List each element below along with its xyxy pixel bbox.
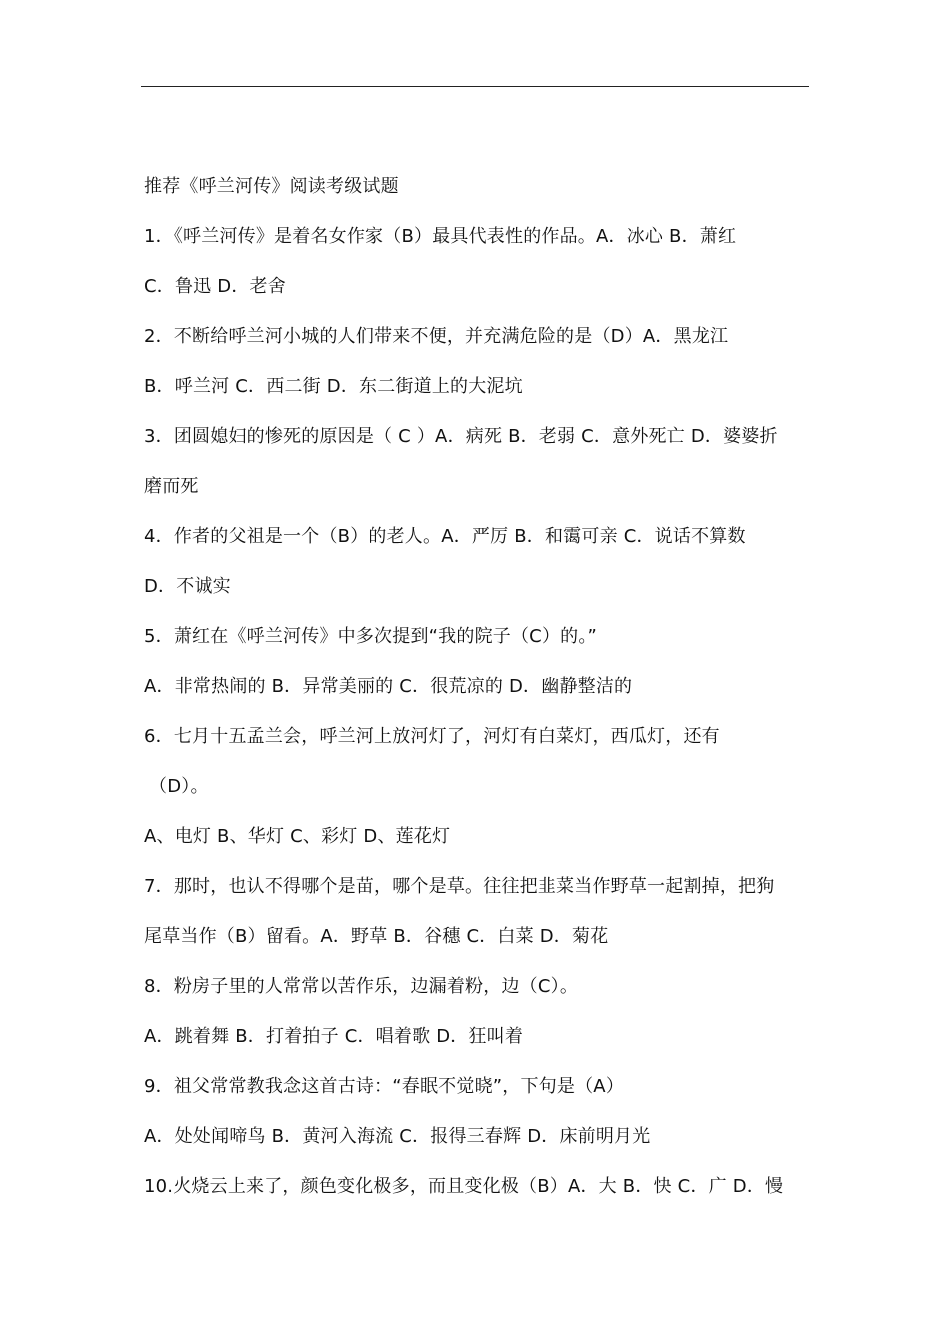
question-5-line-2: A．非常热闹的 B．异常美丽的 C．很荒凉的 D．幽静整洁的 <box>144 676 633 697</box>
question-6-line-3: A、电灯 B、华灯 C、彩灯 D、莲花灯 <box>144 826 451 847</box>
question-2-line-1: 2．不断给呼兰河小城的人们带来不便，并充满危险的是（D）A．黑龙江 <box>144 326 729 347</box>
document-body <box>144 173 814 1223</box>
question-4-line-1: 4．作者的父祖是一个（B）的老人。A．严厉 B．和霭可亲 C．说话不算数 <box>144 526 746 547</box>
question-1-line-2: C．鲁迅 D．老舍 <box>144 276 286 297</box>
question-8-line-2: A．跳着舞 B．打着拍子 C．唱着歌 D．狂叫着 <box>144 1026 524 1047</box>
header-rule <box>141 86 809 87</box>
question-6-line-1: 6．七月十五孟兰会，呼兰河上放河灯了，河灯有白菜灯，西瓜灯，还有 <box>144 726 720 747</box>
question-8-line-1: 8．粉房子里的人常常以苦作乐，边漏着粉，边（C）。 <box>144 976 579 997</box>
question-7-line-2: 尾草当作（B）留看。A．野草 B．谷穗 C．白菜 D．菊花 <box>144 926 609 947</box>
question-6-line-2: （D）。 <box>149 776 209 797</box>
question-10-line-1: 10.火烧云上来了，颜色变化极多，而且变化极（B）A．大 B．快 C．广 D．慢 <box>144 1176 784 1197</box>
question-9-line-2: A．处处闻啼鸟 B．黄河入海流 C．报得三春辉 D．床前明月光 <box>144 1126 651 1147</box>
question-5-line-1: 5．萧红在《呼兰河传》中多次提到“我的院子（C）的。” <box>144 626 598 647</box>
question-7-line-1: 7．那时，也认不得哪个是苗，哪个是草。往往把韭菜当作野草一起割掉，把狗 <box>144 876 775 897</box>
question-2-line-2: B．呼兰河 C．西二街 D．东二街道上的大泥坑 <box>144 376 523 397</box>
question-9-line-1: 9．祖父常常教我念这首古诗：“春眠不觉晓”，下句是（A） <box>144 1076 625 1097</box>
document-title: 推荐《呼兰河传》阅读考级试题 <box>144 176 399 197</box>
question-1-line-1: 1．《呼兰河传》是着名女作家（B）最具代表性的作品。A．冰心 B．萧红 <box>144 226 737 247</box>
question-3-line-2: 磨而死 <box>144 476 199 497</box>
question-4-line-2: D．不诚实 <box>144 576 231 597</box>
question-3-line-1: 3．团圆媳妇的惨死的原因是（ C ）A．病死 B．老弱 C．意外死亡 D．婆婆折 <box>144 426 778 447</box>
